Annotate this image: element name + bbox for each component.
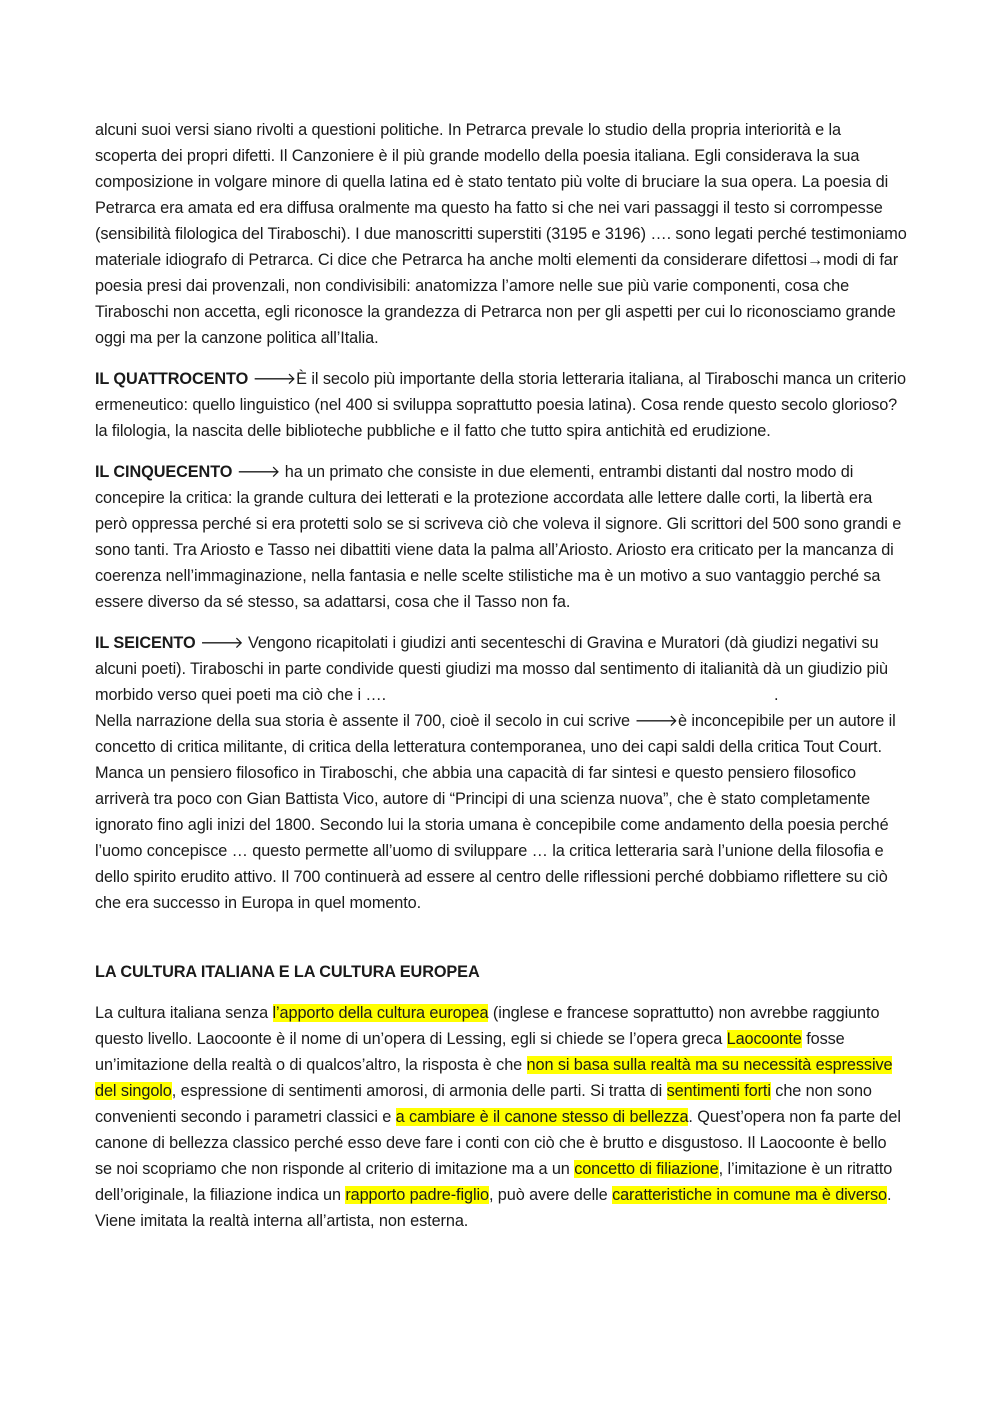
- document-body: [95, 117, 907, 1249]
- paragraph-petrarca: alcuni suoi versi siano rivolti a questioni politiche. In Petrarca prevale lo studio della propria interiorità e la scoperta dei propri difetti. Il Canzoniere è il più grande modello della poesia italiana. Egli considerava la sua composizione in volgare minore di quella latina ed è stato tentato più volte di bruciare la sua opera. La poesia di Petrarca era amata ed era diffusa oralmente ma questo ha fatto si che nei vari passaggi il testo si corrompesse (sensibilità filologica del Tiraboschi). I due manoscritti superstiti (3195 e 3196) …. sono legati perché testimoniamo materiale idiografo di Petrarca. Ci dice che Petrarca ha anche molti elementi da considerare difettosi→modi di far poesia presi dai provenzali, non condivisibili: anatomizza l’amore nelle sue più varie componenti, cosa che Tiraboschi non accetta, egli riconosce la grandezza di Petrarca non per gli aspetti per cui lo riconosciamo grande oggi ma per la canzone politica all’Italia.: [95, 121, 907, 347]
- highlight: concetto di filiazione: [574, 1160, 719, 1178]
- section-heading-cinquecento: IL CINQUECENTO: [95, 463, 233, 481]
- paragraph-cultura: La cultura italiana senza l’apporto della cultura europea (inglese e francese soprattutto) non avrebbe raggiunto questo livello. Laocoonte è il nome di un’opera di Lessing, egli si chiede se l’opera greca Laocoonte fosse un’imitazione della realtà o di qualcos’altro, la risposta è che non si basa sulla realtà ma su necessità espressive del singolo, espressione di sentimenti amorosi, di armonia delle parti. Si tratta di sentimenti forti che non sono convenienti secondo i parametri classici e a cambiare è il canone stesso di bellezza. Quest’opera non fa parte del canone di bellezza classico perché esso deve fare i conti con ciò che è brutto e disgustoso. Il Laocoonte è bello se noi scopriamo che non risponde al criterio di imitazione ma a un concetto di filiazione, l’imitazione è un ritratto dell’originale, la filiazione indica un rapporto padre-figlio, può avere delle caratteristiche in comune ma è diverso. Viene imitata la realtà interna all’artista, non esterna.: [95, 1004, 901, 1230]
- highlight: Laocoonte: [726, 1030, 802, 1048]
- highlight: caratteristiche in comune ma è diverso: [612, 1186, 887, 1204]
- arrow-icon: 🡒: [634, 712, 678, 730]
- arrow-icon: 🡒: [199, 634, 244, 652]
- highlight: rapporto padre-figlio: [345, 1186, 489, 1204]
- arrow-icon: 🡒: [236, 463, 281, 481]
- highlight: a cambiare è il canone stesso di bellezza: [395, 1108, 689, 1126]
- section-heading-seicento: IL SEICENTO: [95, 634, 196, 652]
- section-title-cultura: LA CULTURA ITALIANA E LA CULTURA EUROPEA: [95, 963, 480, 981]
- highlight: sentimenti forti: [666, 1082, 771, 1100]
- section-heading-quattrocento: IL QUATTROCENTO: [95, 370, 249, 388]
- paragraph-settecento: Nella narrazione della sua storia è assente il 700, cioè il secolo in cui scrive 🡒è inconcepibile per un autore il concetto di critica militante, di critica della letteratura contemporanea, uno dei capi saldi della critica Tout Court. Manca un pensiero filosofico in Tiraboschi, che abbia una capacità di far sintesi e questo pensiero filosofico arriverà tra poco con Gian Battista Vico, autore di “Principi di una scienza nuova”, che è stato completamente ignorato fino agli inizi del 1800. Secondo lui la storia umana è concepibile come andamento della poesia perché l’uomo concepisce … questo permette all’uomo di sviluppare … la critica letteraria sarà l’unione della filosofia e dello spirito erudito attivo. Il 700 continuerà ad essere al centro delle riflessioni perché dobbiamo riflettere su ciò che era successo in Europa in quel momento.: [95, 712, 896, 912]
- paragraph-quattrocento: IL QUATTROCENTO 🡒È il secolo più importante della storia letteraria italiana, al Tiraboschi manca un criterio ermeneutico: quello linguistico (nel 400 si sviluppa soprattutto poesia latina). Cosa rende questo secolo glorioso? la filologia, la nascita delle biblioteche pubbliche e il fatto che tutto spira antichità ed erudizione.: [95, 370, 906, 440]
- paragraph-seicento: IL SEICENTO 🡒 Vengono ricapitolati i giudizi anti secenteschi di Gravina e Muratori (dà giudizi negativi su alcuni poeti). Tiraboschi in parte condivide questi giudizi ma mosso dal sentimento di italianità dà un giudizio più morbido verso quei poeti ma ciò che i …. .: [95, 634, 888, 704]
- paragraph-cinquecento: IL CINQUECENTO 🡒 ha un primato che consiste in due elementi, entrambi distanti dal nostro modo di concepire la critica: la grande cultura dei letterati e la protezione accordata alle lettere dalle corti, la libertà era però oppressa perché si era protetti solo se si scriveva ciò che voleva il signore. Gli scrittori del 500 sono grandi e sono tanti. Tra Ariosto e Tasso nei dibattiti viene data la palma all’Ariosto. Ariosto era criticato per la mancanza di coerenza nell’immaginazione, nella fantasia e nelle scelte stilistiche ma è un motivo a suo vantaggio perché sa essere diverso da sé stesso, sa adattarsi, cosa che il Tasso non fa.: [95, 463, 902, 611]
- highlight: l’apporto della cultura europea: [272, 1004, 489, 1022]
- arrow-icon: 🡒: [252, 370, 297, 388]
- highlight: non si basa sulla realtà ma su necessità espressive del singolo: [95, 1056, 893, 1100]
